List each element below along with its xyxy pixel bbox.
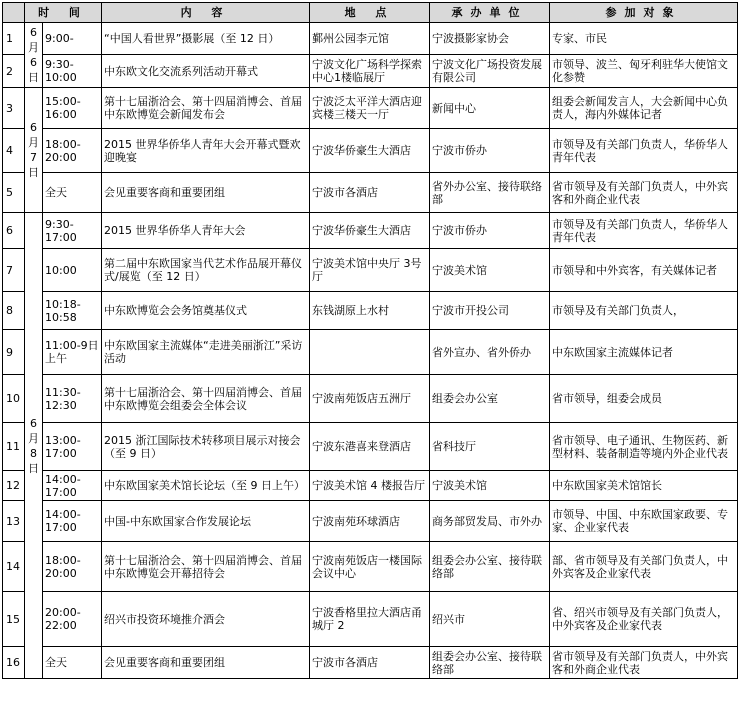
content-cell: 中东欧博览会会务馆奠基仪式 bbox=[102, 292, 310, 330]
content-cell: 2015 浙江国际技术转移项目展示对接会（至 9 日） bbox=[102, 423, 310, 471]
time-cell: 14:00-17:00 bbox=[43, 471, 102, 501]
attendees-cell: 省市领导、电子通讯、生物医药、新型材料、装备制造等境内外企业代表 bbox=[550, 423, 738, 471]
header-time: 时 间 bbox=[25, 3, 102, 23]
row-number: 4 bbox=[3, 129, 25, 173]
place-cell: 宁波美术馆中央厅 3号厅 bbox=[310, 249, 430, 292]
org-cell: 组委会办公室 bbox=[430, 375, 550, 423]
time-cell: 10:00 bbox=[43, 249, 102, 292]
time-cell: 11:30-12:30 bbox=[43, 375, 102, 423]
org-cell: 宁波文化广场投资发展有限公司 bbox=[430, 55, 550, 88]
attendees-cell: 省市领导，组委会成员 bbox=[550, 375, 738, 423]
table-row bbox=[3, 23, 738, 55]
row-number: 12 bbox=[3, 471, 25, 501]
content-cell: 中东欧国家美术馆长论坛（至 9 日上午） bbox=[102, 471, 310, 501]
content-cell: 中国-中东欧国家合作发展论坛 bbox=[102, 501, 310, 542]
time-cell: 18:00-20:00 bbox=[43, 129, 102, 173]
attendees-cell: 中东欧国家美术馆馆长 bbox=[550, 471, 738, 501]
org-cell: 组委会办公室、接待联络部 bbox=[430, 542, 550, 592]
place-cell: 东钱湖原上水村 bbox=[310, 292, 430, 330]
content-cell: 2015 世界华侨华人青年大会 bbox=[102, 213, 310, 249]
place-cell: 鄞州公园李元馆 bbox=[310, 23, 430, 55]
table-row bbox=[3, 129, 738, 173]
row-number: 5 bbox=[3, 173, 25, 213]
place-cell: 宁波美术馆 4 楼报告厅 bbox=[310, 471, 430, 501]
place-cell: 宁波香格里拉大酒店甬城厅 2 bbox=[310, 592, 430, 647]
table-row bbox=[3, 292, 738, 330]
place-cell: 宁波华侨豪生大酒店 bbox=[310, 129, 430, 173]
row-number: 10 bbox=[3, 375, 25, 423]
org-cell: 省外宣办、省外侨办 bbox=[430, 330, 550, 375]
content-cell: 第十七届浙洽会、第十四届消博会、首届中东欧博览会新闻发布会 bbox=[102, 88, 310, 129]
table-row bbox=[3, 423, 738, 471]
row-number: 15 bbox=[3, 592, 25, 647]
org-cell: 宁波市侨办 bbox=[430, 213, 550, 249]
time-cell: 13:00-17:00 bbox=[43, 423, 102, 471]
time-cell: 全天 bbox=[43, 173, 102, 213]
time-cell: 18:00-20:00 bbox=[43, 542, 102, 592]
time-cell: 全天 bbox=[43, 647, 102, 679]
place-cell: 宁波文化广场科学探索中心1楼临展厅 bbox=[310, 55, 430, 88]
attendees-cell: 市领导、波兰、匈牙利驻华大使馆文化参赞 bbox=[550, 55, 738, 88]
place-cell: 宁波市各酒店 bbox=[310, 647, 430, 679]
attendees-cell: 市领导和中外宾客，有关媒体记者 bbox=[550, 249, 738, 292]
attendees-cell: 中东欧国家主流媒体记者 bbox=[550, 330, 738, 375]
attendees-cell: 专家、市民 bbox=[550, 23, 738, 55]
table-row bbox=[3, 88, 738, 129]
time-cell: 15:00-16:00 bbox=[43, 88, 102, 129]
org-cell: 新闻中心 bbox=[430, 88, 550, 129]
content-cell: “中国人看世界”摄影展（至 12 日） bbox=[102, 23, 310, 55]
time-cell: 11:00-9日上午 bbox=[43, 330, 102, 375]
time-cell: 20:00-22:00 bbox=[43, 592, 102, 647]
table-row bbox=[3, 542, 738, 592]
table-row bbox=[3, 330, 738, 375]
row-number: 2 bbox=[3, 55, 25, 88]
table-row bbox=[3, 647, 738, 679]
time-cell: 9:30-10:00 bbox=[43, 55, 102, 88]
table-row bbox=[3, 213, 738, 249]
org-cell: 宁波美术馆 bbox=[430, 249, 550, 292]
org-cell: 绍兴市 bbox=[430, 592, 550, 647]
place-cell: 宁波华侨豪生大酒店 bbox=[310, 213, 430, 249]
attendees-cell: 市领导及有关部门负责人，华侨华人青年代表 bbox=[550, 213, 738, 249]
content-cell: 中东欧文化交流系列活动开幕式 bbox=[102, 55, 310, 88]
row-number: 11 bbox=[3, 423, 25, 471]
row-number: 1 bbox=[3, 23, 25, 55]
org-cell: 宁波市开投公司 bbox=[430, 292, 550, 330]
org-cell: 省外办公室、接待联络部 bbox=[430, 173, 550, 213]
row-number: 13 bbox=[3, 501, 25, 542]
header-row bbox=[3, 3, 738, 23]
row-number: 7 bbox=[3, 249, 25, 292]
date-cell: 6月8日 bbox=[25, 213, 43, 679]
attendees-cell: 市领导及有关部门负责人， bbox=[550, 292, 738, 330]
content-cell: 会见重要客商和重要团组 bbox=[102, 647, 310, 679]
content-cell: 绍兴市投资环境推介酒会 bbox=[102, 592, 310, 647]
attendees-cell: 部、省市领导及有关部门负责人，中外宾客及企业家代表 bbox=[550, 542, 738, 592]
content-cell: 第十七届浙洽会、第十四届消博会、首届中东欧博览会组委会全体会议 bbox=[102, 375, 310, 423]
org-cell: 省科技厅 bbox=[430, 423, 550, 471]
header-place: 地 点 bbox=[310, 3, 430, 23]
header-attendees: 参加对象 bbox=[550, 3, 738, 23]
attendees-cell: 市领导及有关部门负责人，华侨华人青年代表 bbox=[550, 129, 738, 173]
attendees-cell: 组委会新闻发言人，大会新闻中心负责人，海内外媒体记者 bbox=[550, 88, 738, 129]
row-number: 3 bbox=[3, 88, 25, 129]
org-cell: 宁波摄影家协会 bbox=[430, 23, 550, 55]
place-cell: 宁波市各酒店 bbox=[310, 173, 430, 213]
time-cell: 14:00-17:00 bbox=[43, 501, 102, 542]
attendees-cell: 省、绍兴市领导及有关部门负责人，中外宾客及企业家代表 bbox=[550, 592, 738, 647]
row-number: 6 bbox=[3, 213, 25, 249]
attendees-cell: 省市领导及有关部门负责人，中外宾客和外商企业代表 bbox=[550, 647, 738, 679]
row-number: 16 bbox=[3, 647, 25, 679]
content-cell: 中东欧国家主流媒体“走进美丽浙江”采访活动 bbox=[102, 330, 310, 375]
place-cell bbox=[310, 330, 430, 375]
place-cell: 宁波南苑饭店五洲厅 bbox=[310, 375, 430, 423]
table-row bbox=[3, 592, 738, 647]
org-cell: 宁波美术馆 bbox=[430, 471, 550, 501]
attendees-cell: 市领导、中国、中东欧国家政要、专家、企业家代表 bbox=[550, 501, 738, 542]
table-row bbox=[3, 471, 738, 501]
org-cell: 商务部贸发局、市外办 bbox=[430, 501, 550, 542]
org-cell: 组委会办公室、接待联络部 bbox=[430, 647, 550, 679]
attendees-cell: 省市领导及有关部门负责人，中外宾客和外商企业代表 bbox=[550, 173, 738, 213]
time-cell: 9:30-17:00 bbox=[43, 213, 102, 249]
schedule-table bbox=[2, 2, 738, 679]
header-content: 内 容 bbox=[102, 3, 310, 23]
time-cell: 10:18-10:58 bbox=[43, 292, 102, 330]
time-cell: 9:00- bbox=[43, 23, 102, 55]
table-row bbox=[3, 249, 738, 292]
content-cell: 第十七届浙洽会、第十四届消博会、首届中东欧博览会开幕招待会 bbox=[102, 542, 310, 592]
place-cell: 宁波泛太平洋大酒店迎宾楼三楼天一厅 bbox=[310, 88, 430, 129]
place-cell: 宁波南苑饭店一楼国际会议中心 bbox=[310, 542, 430, 592]
row-number: 14 bbox=[3, 542, 25, 592]
place-cell: 宁波南苑环球酒店 bbox=[310, 501, 430, 542]
content-cell: 第二届中东欧国家当代艺术作品展开幕仪式/展览（至 12 日） bbox=[102, 249, 310, 292]
table-row bbox=[3, 501, 738, 542]
org-cell: 宁波市侨办 bbox=[430, 129, 550, 173]
content-cell: 2015 世界华侨华人青年大会开幕式暨欢迎晚宴 bbox=[102, 129, 310, 173]
table-row bbox=[3, 375, 738, 423]
table-row bbox=[3, 173, 738, 213]
header-org: 承办单位 bbox=[430, 3, 550, 23]
date-cell: 6月6日 bbox=[25, 23, 43, 88]
table-row bbox=[3, 55, 738, 88]
row-number: 8 bbox=[3, 292, 25, 330]
content-cell: 会见重要客商和重要团组 bbox=[102, 173, 310, 213]
row-number: 9 bbox=[3, 330, 25, 375]
date-cell: 6月7日 bbox=[25, 88, 43, 213]
place-cell: 宁波东港喜来登酒店 bbox=[310, 423, 430, 471]
